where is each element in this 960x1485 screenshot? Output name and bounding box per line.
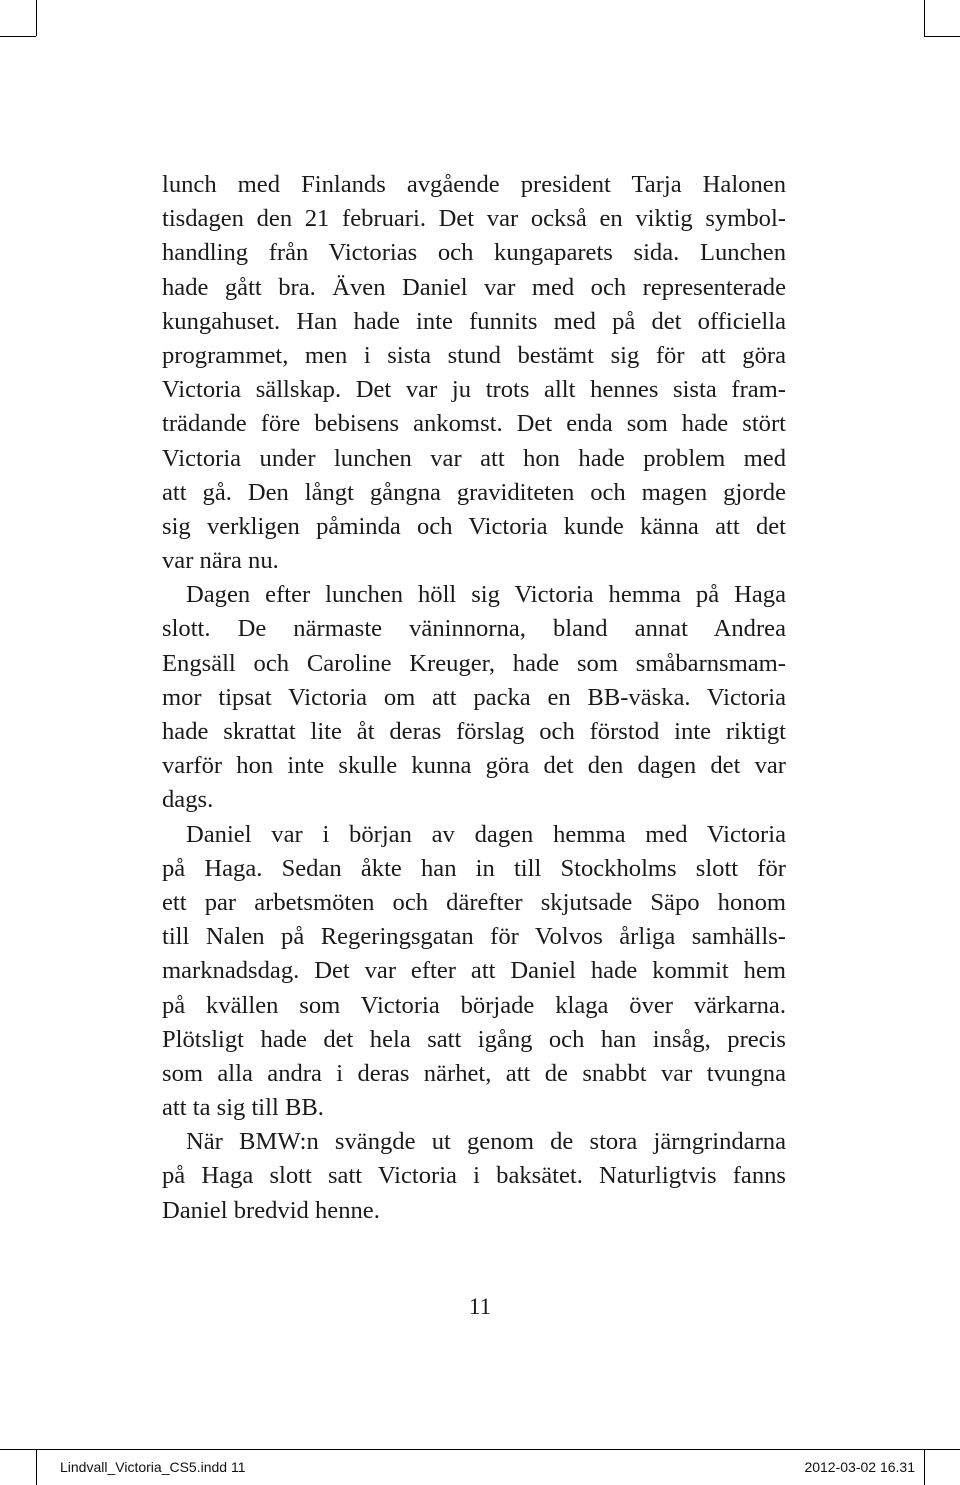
crop-mark-top-left [36, 0, 37, 36]
text-line: varför hon inte skulle kunna göra det den dagen det var [162, 752, 786, 780]
text-line: När BMW:n svängde ut genom de stora järngrindarna [186, 1128, 786, 1156]
text-line: Victoria sällskap. Det var ju trots allt hennes sista fram- [162, 376, 786, 404]
text-line: Dagen efter lunchen höll sig Victoria hemma på Haga [186, 581, 786, 609]
text-line: hade skrattat lite åt deras förslag och förstod inte riktigt [162, 718, 786, 745]
text-line: på kvällen som Victoria började klaga över värkarna. [162, 991, 786, 1019]
text-line: som alla andra i deras närhet, att de snabbt var tvungna [162, 1059, 786, 1087]
text-line: Engsäll och Caroline Kreuger, hade som småbarnsmam- [162, 649, 786, 677]
body-text [162, 168, 786, 1228]
text-line: kungahuset. Han hade inte funnits med på det officiella [162, 307, 786, 335]
crop-mark-left-top [0, 36, 36, 37]
page-number: 11 [468, 1294, 492, 1319]
text-line: hade gått bra. Även Daniel var med och representerade [162, 273, 786, 301]
text-line: tisdagen den 21 februari. Det var också en viktig symbol- [162, 205, 786, 233]
text-line: Plötsligt hade det hela satt igång och han insåg, precis [162, 1025, 786, 1053]
text-line: ett par arbetsmöten och därefter skjutsade Säpo honom [162, 888, 786, 916]
text-line: Victoria under lunchen var att hon hade problem med [162, 444, 786, 472]
text-line: att ta sig till BB. [162, 1094, 324, 1122]
crop-mark-top-right [924, 0, 925, 36]
text-line: Daniel bredvid henne. [162, 1196, 380, 1224]
print-slug-bar [0, 1449, 960, 1485]
text-line: Daniel var i början av dagen hemma med Victoria [186, 820, 786, 848]
slug-timestamp: 2012-03-02 16.31 [804, 1459, 915, 1475]
slug-divider-right [924, 1450, 925, 1485]
text-line: trädande före bebisens ankomst. Det enda som hade stört [162, 410, 786, 438]
text-line: marknadsdag. Det var efter att Daniel hade kommit hem [162, 957, 786, 985]
text-line: slott. De närmaste väninnorna, bland annat Andrea [162, 615, 786, 643]
text-line: handling från Victorias och kungaparets sida. Lunchen [162, 239, 786, 267]
text-line: till Nalen på Regeringsgatan för Volvos årliga samhälls- [162, 923, 786, 951]
text-line: på Haga slott satt Victoria i baksätet. Naturligtvis fanns [162, 1162, 786, 1190]
text-line: sig verkligen påminda och Victoria kunde känna att det [162, 512, 786, 540]
crop-mark-right-top [924, 36, 960, 37]
text-line: på Haga. Sedan åkte han in till Stockholms slott för [162, 854, 786, 882]
slug-file-name: Lindvall_Victoria_CS5.indd 11 [60, 1459, 246, 1475]
text-line: var nära nu. [162, 547, 279, 575]
text-line: dags. [162, 786, 214, 814]
slug-divider-left [36, 1450, 37, 1485]
text-line: att gå. Den långt gångna graviditeten och magen gjorde [162, 478, 786, 506]
text-line: mor tipsat Victoria om att packa en BB-väska. Victoria [162, 683, 786, 711]
text-line: lunch med Finlands avgående president Tarja Halonen [162, 171, 786, 198]
text-line: programmet, men i sista stund bestämt sig för att göra [162, 341, 786, 369]
